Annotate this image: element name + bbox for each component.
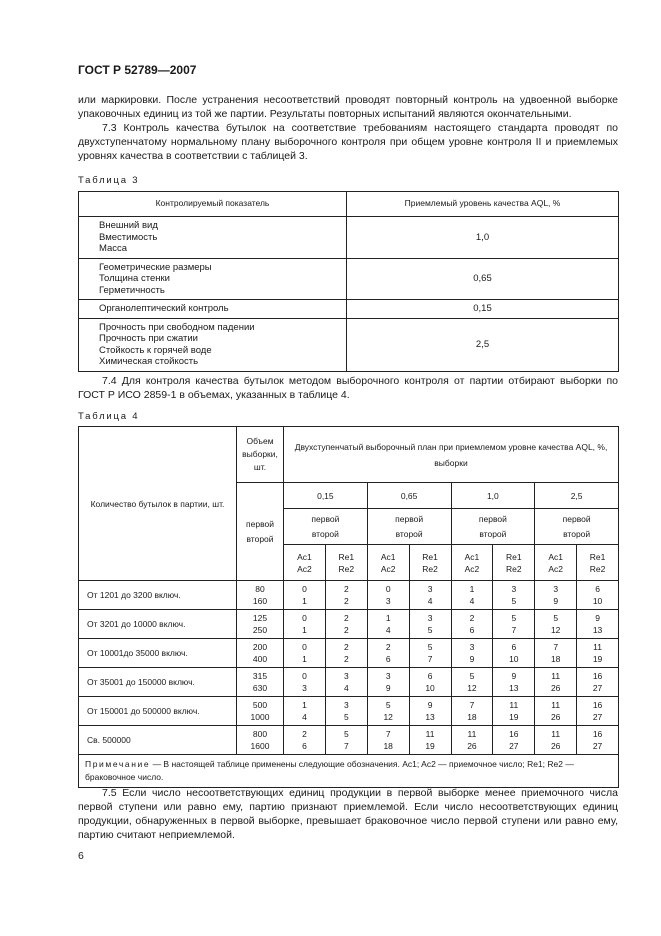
table3-indicator-cell xyxy=(79,318,347,371)
value-first: 3 xyxy=(343,671,349,681)
re-first: Re1 xyxy=(589,551,606,562)
value-first: 1 xyxy=(385,613,391,623)
value-second: 13 xyxy=(509,683,519,693)
table3-row xyxy=(79,300,619,319)
value-second: 10 xyxy=(509,654,519,664)
value-second: 10 xyxy=(425,683,435,693)
value-first: 3 xyxy=(385,671,391,681)
value-first: 3 xyxy=(511,584,517,594)
plan-value-cell xyxy=(284,668,326,697)
plan-value-cell xyxy=(535,610,577,639)
ac-first: Ac1 xyxy=(380,551,396,562)
table3-row xyxy=(79,217,619,259)
value-second: 2 xyxy=(343,596,349,606)
plan-value-cell xyxy=(367,581,409,610)
sample-size-first: 80 xyxy=(255,584,265,594)
plan-value-cell xyxy=(284,639,326,668)
re-second: Re2 xyxy=(338,563,355,574)
table3-aql-cell: 0,15 xyxy=(347,300,619,319)
table3-aql-cell: 1,0 xyxy=(347,217,619,259)
value-first: 1 xyxy=(469,584,475,594)
value-first: 2 xyxy=(343,613,349,623)
table4-row xyxy=(79,581,619,610)
plan-value-cell xyxy=(451,581,493,610)
sample-stage-second: второй xyxy=(246,534,274,544)
plan-value-cell xyxy=(577,726,619,755)
ac-second: Ac2 xyxy=(380,563,396,574)
stage-first: первой xyxy=(478,513,507,524)
value-second: 2 xyxy=(343,654,349,664)
section-7-3: 7.3 Контроль качества бутылок на соответствие требованиям настоящего стандарта проводят по двухступенчатому нормальному плану выборочного контроля при общем уровне контроля II и приемлемых уровнях качества в соответствии с таблицей 3. xyxy=(78,122,618,162)
sample-stage-first: первой xyxy=(246,519,274,529)
value-second: 27 xyxy=(592,683,603,693)
plan-value-cell xyxy=(535,726,577,755)
value-second: 1 xyxy=(302,654,307,664)
value-second: 5 xyxy=(511,596,517,606)
document-header: ГОСТ Р 52789—2007 xyxy=(78,63,197,77)
plan-value-cell xyxy=(493,697,535,726)
plan-value-cell xyxy=(409,726,451,755)
plan-value-cell xyxy=(409,610,451,639)
lot-size-cell: От 35001 до 150000 включ. xyxy=(79,668,237,697)
indicator-name: Стойкость к горячей воде xyxy=(99,344,212,356)
ac-second: Ac2 xyxy=(464,563,480,574)
sample-size-first: 315 xyxy=(252,671,268,681)
plan-value-cell xyxy=(451,610,493,639)
value-second: 4 xyxy=(469,596,475,606)
value-first: 5 xyxy=(511,613,517,623)
value-second: 5 xyxy=(343,712,349,722)
lot-size-cell: От 1201 до 3200 включ. xyxy=(79,581,237,610)
value-first: 0 xyxy=(385,584,391,594)
re-label xyxy=(493,545,535,581)
value-first: 9 xyxy=(595,613,600,623)
plan-value-cell xyxy=(577,581,619,610)
indicator-name: Прочность при свободном падении xyxy=(99,321,255,333)
sample-size-second: 400 xyxy=(252,654,268,664)
plan-value-cell xyxy=(409,697,451,726)
stage-first: первой xyxy=(562,513,591,524)
plan-value-cell xyxy=(577,639,619,668)
table3-indicator-cell xyxy=(79,258,347,300)
plan-value-cell xyxy=(284,697,326,726)
value-second: 13 xyxy=(425,712,435,722)
note-text: — В настоящей таблице применены следующие обозначения. Ac1; Ac2 — приемочное число; Re1; Re2 — браковочное число. xyxy=(85,759,574,782)
value-first: 5 xyxy=(385,700,391,710)
lot-size-cell: От 10001до 35000 включ. xyxy=(79,639,237,668)
note-label: Примечание xyxy=(85,759,151,769)
plan-value-cell xyxy=(493,668,535,697)
plan-value-cell xyxy=(577,668,619,697)
ac-label xyxy=(535,545,577,581)
value-first: 11 xyxy=(551,700,561,710)
value-second: 26 xyxy=(550,741,561,751)
re-second: Re2 xyxy=(589,563,606,574)
value-first: 0 xyxy=(302,584,307,594)
plan-value-cell xyxy=(325,610,367,639)
plan-value-cell xyxy=(535,639,577,668)
plan-value-cell xyxy=(451,697,493,726)
value-second: 13 xyxy=(592,625,603,635)
sample-size-first: 125 xyxy=(252,613,268,623)
aql-level-header: 0,65 xyxy=(367,483,451,509)
table4-header-lot: Количество бутылок в партии, шт. xyxy=(79,427,237,581)
value-first: 2 xyxy=(343,642,349,652)
value-first: 16 xyxy=(592,700,603,710)
sample-size-first: 500 xyxy=(252,700,268,710)
sample-size-second: 1600 xyxy=(250,741,270,751)
re-first: Re1 xyxy=(506,551,522,562)
ac-label xyxy=(451,545,493,581)
value-second: 4 xyxy=(343,683,349,693)
value-second: 18 xyxy=(550,654,561,664)
value-second: 27 xyxy=(592,712,603,722)
plan-value-cell xyxy=(325,639,367,668)
plan-value-cell xyxy=(284,610,326,639)
re-label xyxy=(325,545,367,581)
value-second: 27 xyxy=(509,741,519,751)
stage-second: второй xyxy=(479,528,507,539)
value-second: 19 xyxy=(592,654,603,664)
sample-size-first: 200 xyxy=(252,642,268,652)
re-second: Re2 xyxy=(422,563,438,574)
section-7-4: 7.4 Для контроля качества бутылок методом выборочного контроля от партии отбирают выборки по ГОСТ Р ИСО 2859-1 в объемах, указанных в таблице 4. xyxy=(78,375,618,401)
sample-size-second: 250 xyxy=(252,625,268,635)
plan-value-cell xyxy=(493,581,535,610)
value-first: 7 xyxy=(385,729,391,739)
plan-value-cell xyxy=(367,726,409,755)
value-second: 1 xyxy=(302,596,307,606)
table4-header-sample-size: Объем выборки, шт. xyxy=(237,427,284,483)
plan-value-cell xyxy=(451,639,493,668)
value-second: 26 xyxy=(550,683,561,693)
value-first: 2 xyxy=(469,613,475,623)
ac-second: Ac2 xyxy=(297,563,312,574)
sample-size-cell xyxy=(237,697,284,726)
plan-value-cell xyxy=(493,639,535,668)
value-first: 7 xyxy=(469,700,475,710)
value-second: 4 xyxy=(302,712,307,722)
plan-value-cell xyxy=(367,668,409,697)
indicator-name: Масса xyxy=(99,243,128,254)
plan-stage-label xyxy=(367,509,451,545)
sample-size-cell xyxy=(237,726,284,755)
value-second: 6 xyxy=(469,625,475,635)
value-first: 6 xyxy=(595,584,600,594)
re-label xyxy=(577,545,619,581)
plan-value-cell xyxy=(284,726,326,755)
plan-value-cell xyxy=(325,581,367,610)
table4-caption: Таблица 4 xyxy=(78,411,140,422)
value-first: 11 xyxy=(551,729,561,739)
value-first: 2 xyxy=(385,642,391,652)
plan-value-cell xyxy=(409,668,451,697)
plan-value-cell xyxy=(577,610,619,639)
intro-paragraph: или маркировки. После устранения несоответствий проводят повторный контроль на удвоенной выборке упаковочных единиц из той же партии. Результаты повторных испытаний являются окончательными. xyxy=(78,94,618,120)
plan-value-cell xyxy=(493,610,535,639)
value-second: 18 xyxy=(467,712,477,722)
aql-level-header: 2,5 xyxy=(535,483,619,509)
ac-first: Ac1 xyxy=(464,551,480,562)
table4-note xyxy=(79,755,619,788)
value-second: 12 xyxy=(550,625,561,635)
plan-value-cell xyxy=(325,668,367,697)
plan-value-cell xyxy=(409,581,451,610)
ac-first: Ac1 xyxy=(297,551,312,562)
sample-size-first: 800 xyxy=(252,729,268,739)
indicator-name: Толщина стенки xyxy=(99,273,170,284)
value-second: 6 xyxy=(385,654,391,664)
value-first: 3 xyxy=(469,642,475,652)
value-second: 7 xyxy=(511,625,517,635)
stage-first: первой xyxy=(395,513,424,524)
value-second: 4 xyxy=(427,596,433,606)
page-number: 6 xyxy=(78,850,84,862)
lot-size-cell: От 3201 до 10000 включ. xyxy=(79,610,237,639)
sample-size-cell xyxy=(237,668,284,697)
value-second: 10 xyxy=(592,596,603,606)
stage-first: первой xyxy=(311,513,340,524)
indicator-name: Герметичность xyxy=(99,284,165,296)
table4-row xyxy=(79,639,619,668)
value-first: 1 xyxy=(302,700,307,710)
value-first: 11 xyxy=(467,729,477,739)
section-7-5: 7.5 Если число несоответствующих единиц продукции в первой выборке менее приемочного числа первой ступени или равно ему, партию признают приемлемой. Если число несоответствующих единиц продукции, обнаруженных в первой выборке, превышает браковочное число первой ступени или равно ему, партию считают неприемлемой. xyxy=(78,787,618,841)
table3-header-indicator: Контролируемый показатель xyxy=(79,192,347,217)
plan-value-cell xyxy=(325,697,367,726)
value-first: 6 xyxy=(511,642,517,652)
table3-caption: Таблица 3 xyxy=(78,175,140,186)
value-second: 1 xyxy=(302,625,307,635)
plan-value-cell xyxy=(284,581,326,610)
value-first: 3 xyxy=(427,584,433,594)
value-first: 9 xyxy=(511,671,517,681)
sample-size-second: 160 xyxy=(252,596,268,606)
table4-row xyxy=(79,726,619,755)
table4 xyxy=(78,426,619,788)
table4-header-sample-stage xyxy=(237,483,284,581)
value-first: 0 xyxy=(302,671,307,681)
value-second: 9 xyxy=(553,596,559,606)
plan-stage-label xyxy=(284,509,368,545)
sample-size-second: 1000 xyxy=(250,712,270,722)
indicator-name: Органолептический контроль xyxy=(99,303,229,314)
value-first: 11 xyxy=(551,671,561,681)
table3-indicator-cell xyxy=(79,217,347,259)
stage-second: второй xyxy=(395,528,423,539)
plan-value-cell xyxy=(409,639,451,668)
plan-stage-label xyxy=(535,509,619,545)
value-first: 11 xyxy=(509,700,519,710)
table3 xyxy=(78,191,619,372)
value-second: 2 xyxy=(343,625,349,635)
stage-second: второй xyxy=(563,528,591,539)
stage-second: второй xyxy=(311,528,339,539)
value-second: 27 xyxy=(592,741,603,751)
ac-label xyxy=(284,545,326,581)
re-first: Re1 xyxy=(338,551,355,562)
value-first: 11 xyxy=(425,729,435,739)
value-second: 18 xyxy=(383,741,393,751)
table3-row xyxy=(79,258,619,300)
plan-stage-label xyxy=(451,509,535,545)
sample-size-cell xyxy=(237,610,284,639)
value-second: 7 xyxy=(427,654,433,664)
value-first: 0 xyxy=(302,642,307,652)
value-first: 6 xyxy=(427,671,433,681)
indicator-name: Химическая стойкость xyxy=(99,356,199,367)
value-first: 5 xyxy=(427,642,433,652)
sample-size-cell xyxy=(237,581,284,610)
value-first: 16 xyxy=(592,671,603,681)
table4-row xyxy=(79,610,619,639)
table4-note-row xyxy=(79,755,619,788)
value-second: 6 xyxy=(302,741,307,751)
plan-value-cell xyxy=(535,668,577,697)
value-second: 26 xyxy=(550,712,561,722)
value-first: 7 xyxy=(553,642,559,652)
plan-value-cell xyxy=(535,581,577,610)
value-first: 2 xyxy=(302,729,307,739)
ac-second: Ac2 xyxy=(548,563,564,574)
sample-size-cell xyxy=(237,639,284,668)
value-second: 3 xyxy=(302,683,307,693)
value-first: 2 xyxy=(343,584,349,594)
table3-header-aql: Приемлемый уровень качества AQL, % xyxy=(347,192,619,217)
value-first: 5 xyxy=(553,613,559,623)
re-first: Re1 xyxy=(422,551,438,562)
value-first: 5 xyxy=(469,671,475,681)
value-first: 5 xyxy=(343,729,349,739)
value-second: 19 xyxy=(509,712,519,722)
ac-label xyxy=(367,545,409,581)
value-second: 19 xyxy=(425,741,435,751)
value-first: 0 xyxy=(302,613,307,623)
table4-header-plan: Двухступенчатый выборочный план при приемлемом уровне качества AQL, %, выборки xyxy=(284,427,619,483)
table3-row xyxy=(79,318,619,371)
lot-size-cell: Св. 500000 xyxy=(79,726,237,755)
value-second: 12 xyxy=(467,683,477,693)
plan-value-cell xyxy=(367,610,409,639)
table3-aql-cell: 2,5 xyxy=(347,318,619,371)
aql-level-header: 0,15 xyxy=(284,483,368,509)
plan-value-cell xyxy=(493,726,535,755)
value-first: 3 xyxy=(553,584,559,594)
sample-size-second: 630 xyxy=(252,683,268,693)
indicator-name: Геометрические размеры xyxy=(99,261,212,273)
value-second: 12 xyxy=(383,712,393,722)
value-second: 9 xyxy=(469,654,475,664)
value-first: 9 xyxy=(427,700,433,710)
lot-size-cell: От 150001 до 500000 включ. xyxy=(79,697,237,726)
value-second: 5 xyxy=(427,625,433,635)
plan-value-cell xyxy=(451,726,493,755)
table3-indicator-cell xyxy=(79,300,347,319)
value-first: 3 xyxy=(343,700,349,710)
value-second: 4 xyxy=(385,625,391,635)
plan-value-cell xyxy=(535,697,577,726)
re-second: Re2 xyxy=(506,563,522,574)
value-second: 7 xyxy=(343,741,349,751)
value-second: 9 xyxy=(385,683,391,693)
value-first: 16 xyxy=(592,729,603,739)
value-second: 26 xyxy=(467,741,477,751)
indicator-name: Прочность при сжатии xyxy=(99,333,198,344)
value-second: 3 xyxy=(385,596,391,606)
aql-level-header: 1,0 xyxy=(451,483,535,509)
value-first: 3 xyxy=(427,613,433,623)
ac-first: Ac1 xyxy=(548,551,564,562)
table4-row xyxy=(79,697,619,726)
plan-value-cell xyxy=(451,668,493,697)
indicator-name: Вместимость xyxy=(99,231,158,243)
plan-value-cell xyxy=(577,697,619,726)
indicator-name: Внешний вид xyxy=(99,220,158,231)
value-first: 11 xyxy=(593,642,602,652)
re-label xyxy=(409,545,451,581)
table4-row xyxy=(79,668,619,697)
plan-value-cell xyxy=(367,639,409,668)
plan-value-cell xyxy=(325,726,367,755)
value-first: 16 xyxy=(509,729,519,739)
plan-value-cell xyxy=(367,697,409,726)
table3-aql-cell: 0,65 xyxy=(347,258,619,300)
